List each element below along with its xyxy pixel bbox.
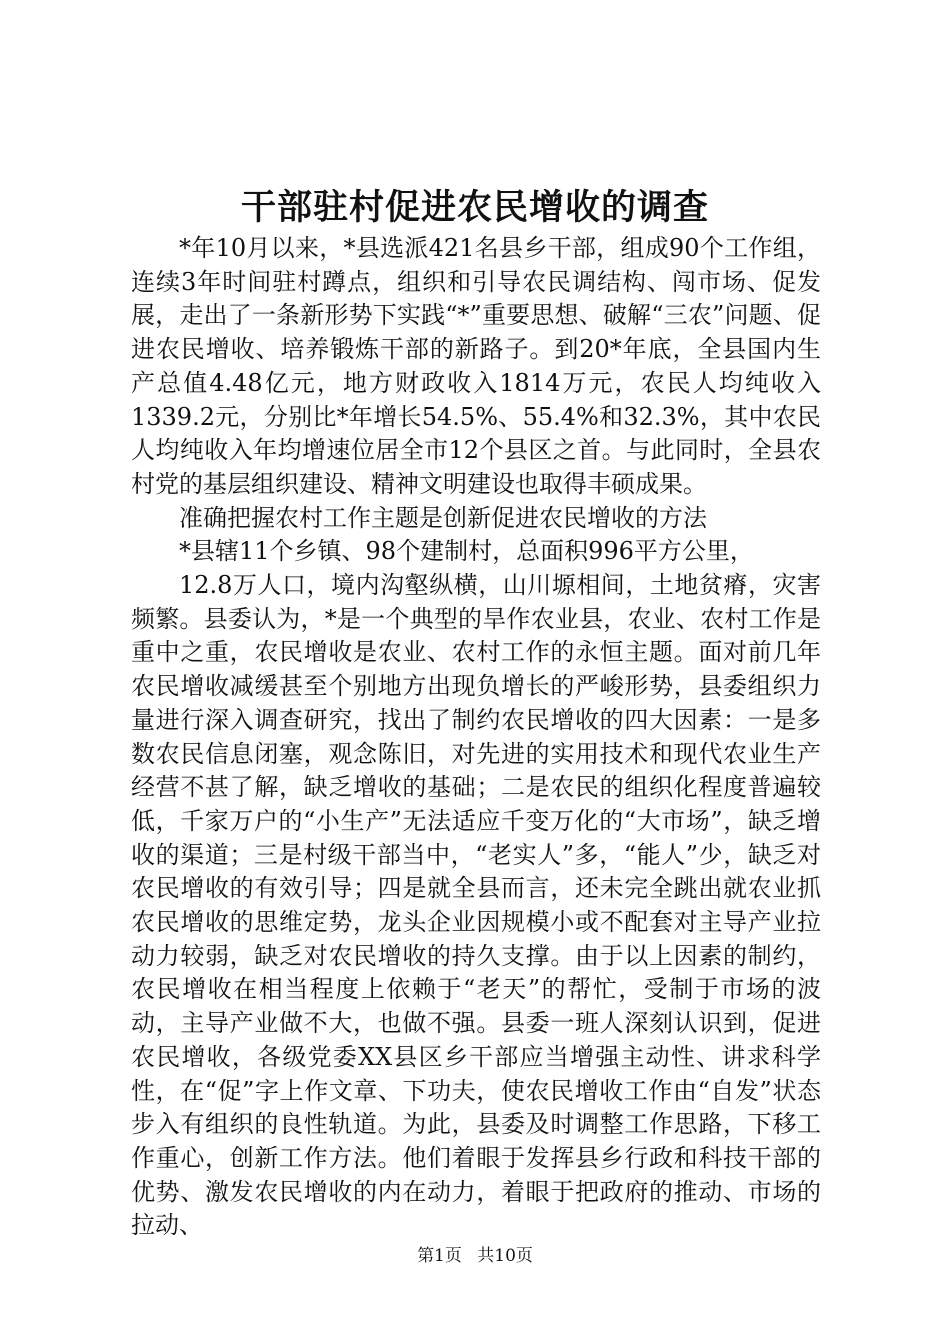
document-body xyxy=(131,232,821,1243)
document-title: 干部驻村促进农民增收的调查 xyxy=(240,187,709,228)
section-heading: 准确把握农村工作主题是创新促进农民增收的方法 xyxy=(179,503,707,532)
page-total: 共10页 xyxy=(477,1246,533,1266)
paragraph-county-overview: *县辖11个乡镇、98个建制村，总面积996平方公里， xyxy=(179,537,754,566)
paragraph-analysis: 12.8万人口，境内沟壑纵横，山川塬相间，土地贫瘠，灾害频繁。县委认为，*是一个典型的旱作农业县，农业、农村工作是重中之重，农民增收是农业、农村工作的永恒主题。面对前几年农民增收减缓甚至个别地方出现负增长的严峻形势，县委组织力量进行深入调查研究，找出了制约农民增收的四大因素：一是多数农民信息闭塞，观念陈旧，对先进的实用技术和现代农业生产经营不甚了解，缺乏增收的基础；二是农民的组织化程度普遍较低，千家万户的“小生产”无法适应千变万化的“大市场”，缺乏增收的渠道；三是村级干部当中，“老实人”多，“能人”少，缺乏对农民增收的有效引导；四是就全县而言，还未完全跳出就农业抓农民增收的思维定势，龙头企业因规模小或不配套对主导产业拉动力较弱，缺乏对农民增收的持久支撑。由于以上因素的制约，农民增收在相当程度上依赖于“老天”的帮忙，受制于市场的波动，主导产业做不大，也做不强。县委一班人深刻认识到，促进农民增收，各级党委XX县区乡干部应当增强主动性、讲求科学性，在“促”字上作文章、下功夫，使农民增收工作由“自发”状态步入有组织的良性轨道。为此，县委及时调整工作思路，下移工作重心，创新工作方法。他们着眼于发挥县乡行政和科技干部的优势、激发农民增收的内在动力，着眼于把政府的推动、市场的拉动、 xyxy=(131,571,821,1240)
page-footer xyxy=(0,1245,950,1267)
paragraph-intro: *年10月以来，*县选派421名县乡干部，组成90个工作组，连续3年时间驻村蹲点，组织和引导农民调结构、闯市场、促发展，走出了一条新形势下实践“*”重要思想、破解“三农”问题、促进农民增收、培养锻炼干部的新路子。到20*年底，全县国内生产总值4.48亿元，地方财政收入1814万元，农民人均纯收入1339.2元，分别比*年增长54.5%、55.4%和32.3%，其中农民人均纯收入年均增速位居全市12个县区之首。与此同时，全县农村党的基层组织建设、精神文明建设也取得丰硕成果。 xyxy=(131,234,821,498)
page-number: 第1页 xyxy=(417,1246,462,1266)
